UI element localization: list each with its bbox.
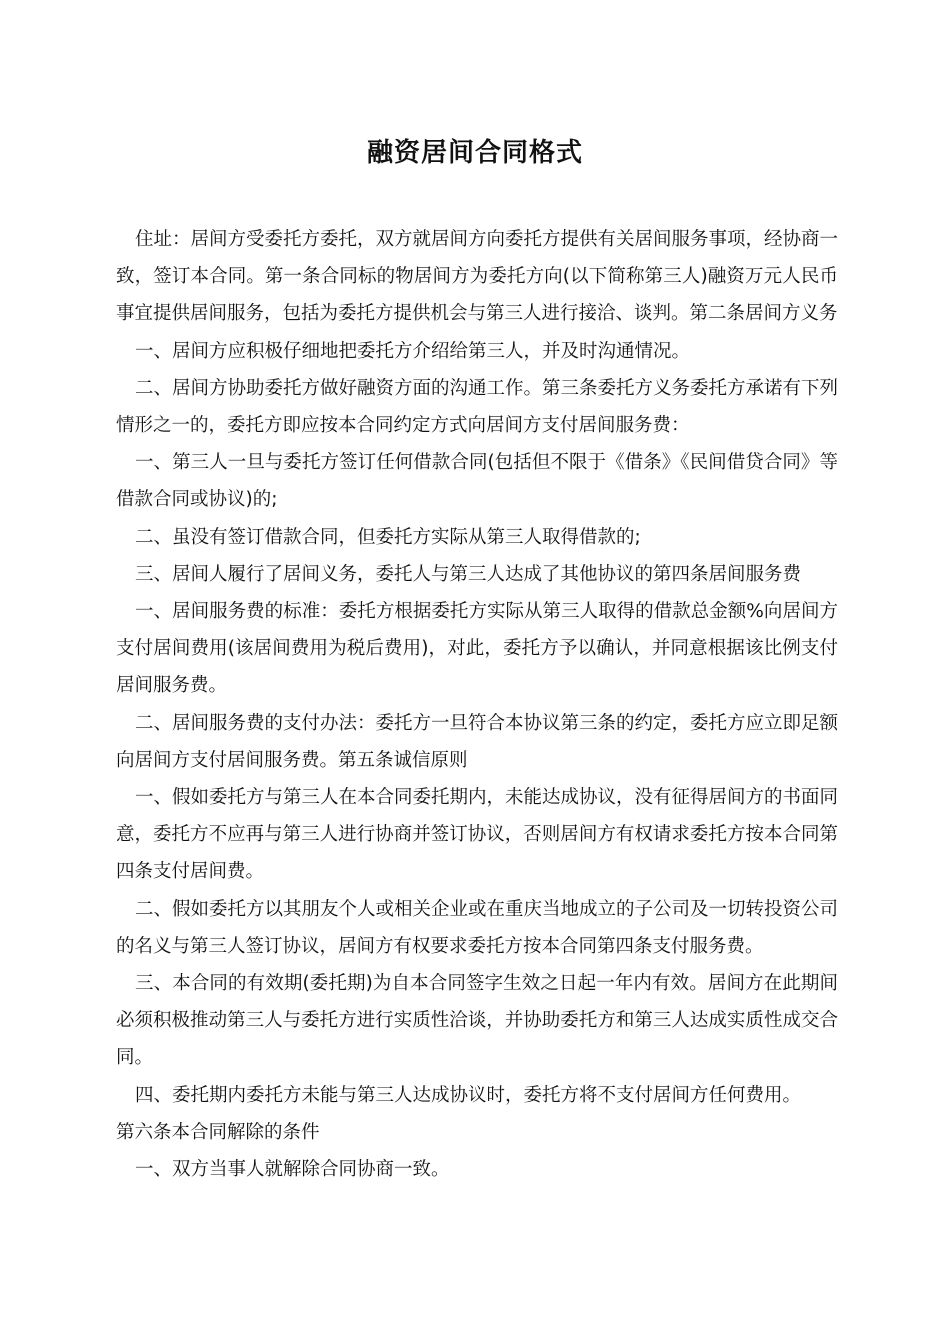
paragraph: 二、居间服务费的支付办法：委托方一旦符合本协议第三条的约定，委托方应立即足额向居间方支付居间服务费。第五条诚信原则 [116, 712, 839, 771]
paragraph: 三、居间人履行了居间义务，委托人与第三人达成了其他协议的第四条居间服务费 [135, 563, 802, 585]
section-heading: 第六条本合同解除的条件 [116, 1121, 320, 1143]
document-title: 融资居间合同格式 [366, 138, 583, 168]
paragraph: 二、居间方协助委托方做好融资方面的沟通工作。第三条委托方义务委托方承诺有下列情形之一的，委托方即应按本合同约定方式向居间方支付居间服务费： [116, 377, 839, 437]
paragraph: 一、假如委托方与第三人在本合同委托期内，未能达成协议，没有征得居间方的书面同意，委托方不应再与第三人进行协商并签订协议，否则居间方有权请求委托方按本合同第四条支付居间费。 [116, 787, 839, 883]
paragraph: 四、委托期内委托方未能与第三人达成协议时，委托方将不支付居间方任何费用。 [135, 1084, 802, 1106]
paragraph: 一、居间方应积极仔细地把委托方介绍给第三人，并及时沟通情况。 [135, 340, 691, 362]
paragraph: 一、第三人一旦与委托方签订任何借款合同(包括但不限于《借条》《民间借贷合同》等借款合同或协议)的; [116, 452, 838, 511]
paragraph: 一、居间服务费的标准：委托方根据委托方实际从第三人取得的借款总金额%向居间方支付居间费用(该居间费用为税后费用)，对此，委托方予以确认，并同意根据该比例支付居间服务费。 [116, 601, 838, 697]
paragraph: 三、本合同的有效期(委托期)为自本合同签字生效之日起一年内有效。居间方在此期间必须积极推动第三人与委托方进行实质性洽谈，并协助委托方和第三人达成实质性成交合同。 [116, 973, 838, 1069]
document-body [116, 221, 838, 1188]
paragraph: 一、双方当事人就解除合同协商一致。 [135, 1159, 450, 1181]
paragraph: 二、假如委托方以其朋友个人或相关企业或在重庆当地成立的子公司及一切转投资公司的名义与第三人签订协议，居间方有权要求委托方按本合同第四条支付服务费。 [116, 898, 839, 957]
paragraph: 住址：居间方受委托方委托，双方就居间方向委托方提供有关居间服务事项，经协商一致，签订本合同。第一条合同标的物居间方为委托方向(以下简称第三人)融资万元人民币事宜提供居间服务，包括为委托方提供机会与第三人进行接洽、谈判。第二条居间方义务 [116, 229, 839, 325]
paragraph: 二、虽没有签订借款合同，但委托方实际从第三人取得借款的; [135, 526, 641, 548]
